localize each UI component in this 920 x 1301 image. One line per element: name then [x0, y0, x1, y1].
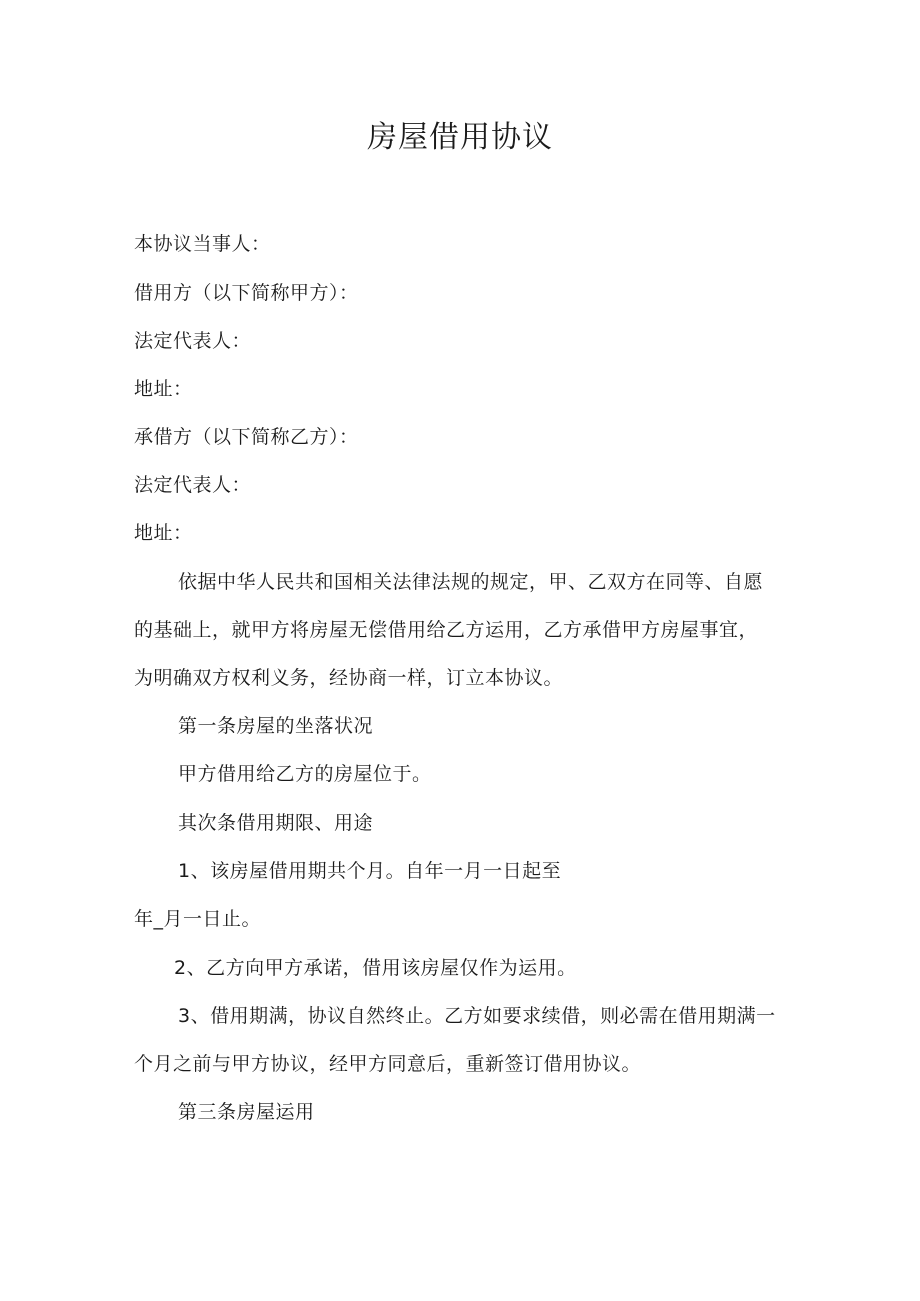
borrower-label: 承借方（以下简称乙方）：	[134, 426, 359, 448]
section-3-heading: 第三条房屋运用	[178, 1101, 315, 1123]
preamble-line-2: 的基础上，就甲方将房屋无偿借用给乙方运用，乙方承借甲方房屋事宜，	[134, 619, 759, 641]
borrower-address-label: 地址：	[134, 522, 193, 544]
section-2-heading: 其次条借用期限、用途	[178, 812, 374, 834]
parties-intro: 本协议当事人：	[134, 233, 271, 255]
lender-label: 借用方（以下简称甲方）：	[134, 282, 359, 304]
document-title: 房屋借用协议	[367, 120, 553, 155]
preamble-line-3: 为明确双方权利义务，经协商一样，订立本协议。	[134, 667, 564, 689]
section-2-item-2: 2、乙方向甲方承诺，借用该房屋仅作为运用。	[174, 957, 577, 979]
borrower-representative-label: 法定代表人：	[134, 474, 252, 496]
section-2-item-1-line-1: 1、该房屋借用期共个月。自年一月一日起至	[178, 860, 562, 882]
preamble-line-1: 依据中华人民共和国相关法律法规的规定，甲、乙双方在同等、自愿	[178, 571, 764, 593]
lender-address-label: 地址：	[134, 378, 193, 400]
lender-representative-label: 法定代表人：	[134, 330, 252, 352]
section-2-item-3-line-2: 个月之前与甲方协议，经甲方同意后，重新签订借用协议。	[134, 1053, 642, 1075]
section-2-item-1-line-2: 年_月一日止。	[134, 908, 262, 930]
section-2-item-3-line-1: 3、借用期满，协议自然终止。乙方如要求续借，则必需在借用期满一	[178, 1005, 776, 1027]
section-1-text: 甲方借用给乙方的房屋位于。	[178, 763, 432, 785]
section-1-heading: 第一条房屋的坐落状况	[178, 715, 374, 737]
